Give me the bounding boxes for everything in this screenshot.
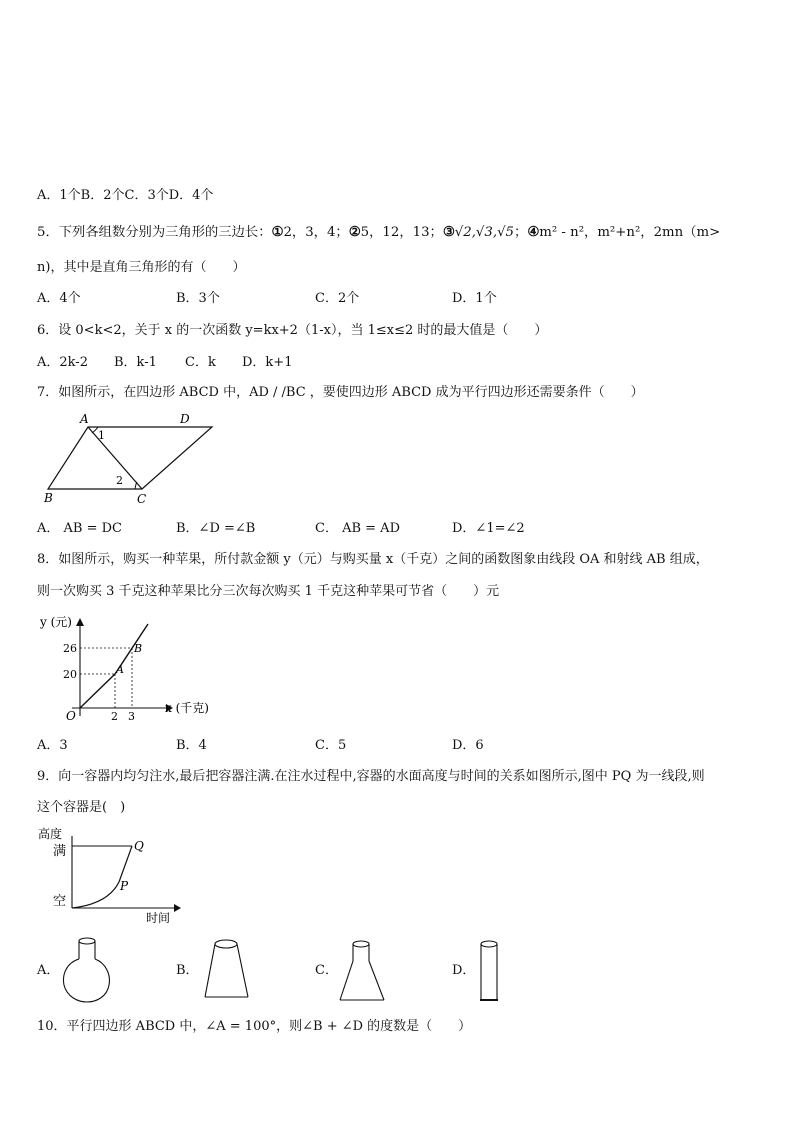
q7-label-b: B (44, 491, 53, 505)
q8-stem-line2: 则一次购买 3 千克这种苹果比分三次每次购买 1 千克这种苹果可节省（ ）元 (37, 584, 500, 599)
q9-conical-flask-icon (336, 937, 390, 1003)
q8-option-d: D．6 (452, 738, 484, 753)
q6-option-c: C．k (185, 355, 216, 370)
q5-group-1: 2，3，4； (283, 225, 349, 240)
q8-option-c: C．5 (315, 738, 347, 753)
q8-point-b-label: B (134, 642, 143, 655)
q7-diagonal-ac (88, 427, 142, 489)
q8-xtick-3: 3 (128, 710, 135, 723)
q7-angle-1-label: 1 (98, 429, 105, 442)
q8-x-axis-label: x (千克) (165, 701, 209, 715)
q7-label-c: C (137, 492, 147, 506)
q7-option-b: B．∠D =∠B (176, 521, 256, 536)
q9-height-time-graph (36, 824, 186, 928)
q9-conical-top (353, 941, 369, 947)
q6-option-d: D．k+1 (242, 355, 293, 370)
q5-separator: ； (514, 225, 528, 240)
q8-xtick-2: 2 (111, 710, 118, 723)
q9-segment-pq (119, 846, 132, 882)
q8-segment-oa (80, 674, 115, 708)
q7-label-d: D (180, 412, 190, 426)
q9-cylinder-top (481, 941, 497, 947)
q5-circle-4: ④ (527, 225, 540, 240)
q9-x-axis-label: 时间 (146, 911, 171, 925)
q5-option-b: B．3个 (176, 291, 220, 306)
q6-stem: 6．设 0<k<2，关于 x 的一次函数 y=kx+2（1-x），当 1≤x≤2 时的最大值是（ ） (37, 323, 548, 338)
q9-y-axis-label: 高度 (38, 827, 63, 841)
q9-frustum-icon (200, 937, 254, 1001)
q9-flask-bulb (64, 959, 110, 1002)
q9-conical-body-left (340, 961, 353, 1000)
q5-option-d: D．1个 (452, 291, 497, 306)
q5-stem-line1 (37, 224, 720, 242)
q5-option-c: C．2个 (315, 291, 360, 306)
q7-option-c: C． AB = AD (315, 521, 400, 536)
q9-curve-to-p (72, 882, 119, 908)
q9-option-c: C． (315, 963, 338, 978)
q9-stem-line1: 9．向一容器内均匀注水,最后把容器注满.在注水过程中,容器的水面高度与时间的关系如图所示,图中 PQ 为一线段,则 (37, 769, 705, 784)
q9-flask-icon (60, 933, 110, 1005)
q5-option-a: A．4个 (37, 291, 81, 306)
q9-empty-label: 空 (53, 894, 67, 909)
q10-stem: 10．平行四边形 ABCD 中，∠A = 100°，则∠B + ∠D 的度数是（ ） (37, 1019, 472, 1034)
q9-flask-neck-top (79, 938, 95, 944)
q5-stem-text: 5．下列各组数分别为三角形的三边长： (37, 225, 272, 240)
q7-quadrilateral (48, 427, 212, 489)
q5-group-2: 5，12，13； (360, 225, 443, 240)
q8-price-graph (36, 612, 226, 724)
q9-frustum-top (215, 940, 237, 948)
q8-point-a-label: A (116, 663, 124, 676)
q9-x-axis-arrow (174, 904, 181, 912)
q7-option-d: D．∠1=∠2 (452, 521, 525, 536)
q5-group-3: √2,√3,√5 (454, 225, 515, 240)
q9-point-p-label: P (120, 879, 129, 893)
q9-option-a: A． (37, 963, 60, 978)
q7-option-a: A． AB = DC (37, 521, 122, 536)
q8-ytick-20: 20 (63, 668, 77, 681)
q4-option-b: B．2个 (80, 188, 125, 203)
q4-option-d: D．4个 (168, 188, 214, 203)
q9-frustum-left (205, 944, 215, 997)
q8-y-axis-label: y (元) (40, 615, 72, 629)
q7-angle-2-label: 2 (116, 474, 123, 487)
q6-option-b: B．k-1 (114, 355, 157, 370)
q4-option-a: A．1个 (37, 188, 81, 203)
q9-option-b: B． (176, 963, 199, 978)
q9-cylinder-icon (476, 937, 504, 1003)
q8-origin-label: O (66, 709, 76, 723)
q9-stem-line2: 这个容器是( ) (37, 800, 126, 815)
q4-option-c: C．3个 (124, 188, 169, 203)
q6-option-a: A．2k-2 (37, 355, 88, 370)
q9-frustum-right (237, 944, 248, 997)
q8-stem-line1: 8．如图所示，购买一种苹果，所付款金额 y（元）与购买量 x（千克）之间的函数图象由线段 OA 和射线 AB 组成， (37, 552, 709, 567)
q7-label-a: A (80, 412, 89, 426)
q5-circle-2: ② (348, 225, 361, 240)
q8-ytick-26: 26 (63, 642, 77, 655)
q8-option-a: A．3 (37, 738, 68, 753)
q5-circle-3: ③ (442, 225, 455, 240)
q5-circle-1: ① (271, 225, 284, 240)
q5-stem-line2: n)，其中是直角三角形的有（ ） (37, 260, 246, 275)
q8-y-axis-arrow (76, 618, 84, 626)
q9-option-d: D． (452, 963, 476, 978)
q9-point-q-label: Q (134, 839, 144, 853)
q7-stem: 7．如图所示，在四边形 ABCD 中，AD / /BC ，要使四边形 ABCD 成为平行四边形还需要条件（ ） (37, 385, 644, 400)
q8-option-b: B．4 (176, 738, 207, 753)
q5-group-4: m² - n²，m²+n²，2mn（m> (539, 225, 721, 240)
q7-quadrilateral-figure (40, 410, 220, 510)
q9-full-label: 满 (53, 844, 67, 859)
q4-options (37, 187, 213, 205)
q7-angle-2-arc (135, 482, 137, 489)
q9-conical-body-right (369, 961, 384, 1000)
